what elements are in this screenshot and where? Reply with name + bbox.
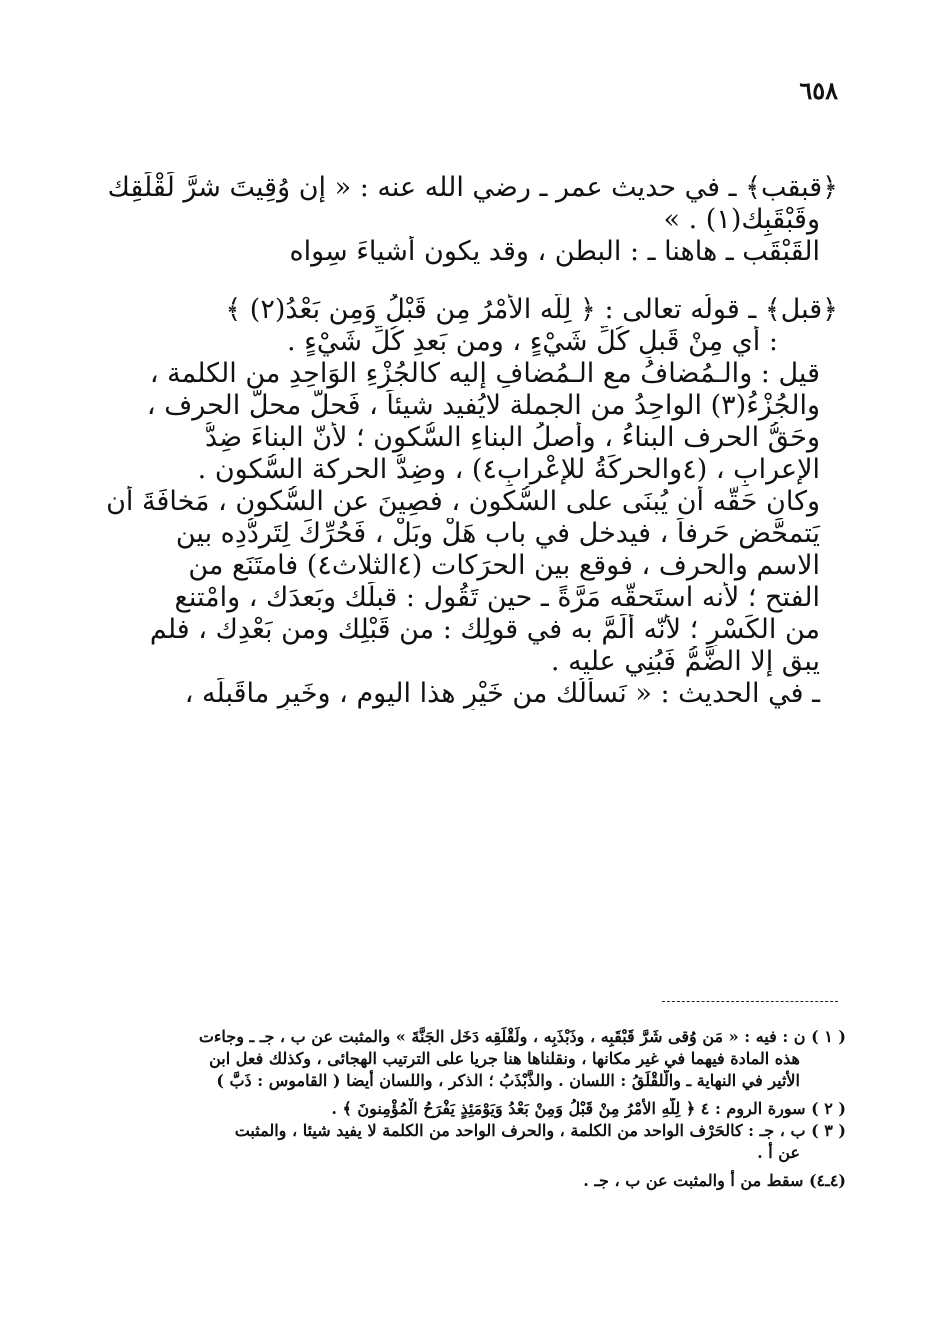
footnote-line: (٤ـ٤) سقط من أ والمثبت عن ب ، جـ . (583, 1171, 846, 1190)
main-text (86, 172, 838, 710)
text-line: القَبْقَب ـ هاهنا ـ : البطن ، وقد يكون أشياءَ سِواه (289, 236, 820, 267)
text-line: الاسم والحرف ، فوقع بين الحرَكات (٤الثلاث٤) فامتَنَع من (188, 550, 820, 581)
text-line: قيل : والـمُضافُ مع الـمُضافِ إليه كالجُزْءِ الوَاحِدِ من الكلمة ، (149, 358, 820, 389)
text-line: وكان حَقُّه أن يُبنَى على السُّكون ، فصِينَ عن السُّكون ، مَخافَةَ أن (106, 486, 820, 517)
text-line: : أي مِنْ قَبلِ كُلِّ شَيْءٍ ، ومن بَعدِ كُلِّ شَيْءٍ . (287, 326, 778, 357)
footnote-line: هذه المادة فيهما في غير مكانها ، ونقلناها هنا جريا على الترتيب الهجائى ، وكذلك فعل ابن (209, 1049, 800, 1068)
text-line: ﴿قبقب﴾ ـ في حديث عمر ـ رضي الله عنه : « إن وُقِيتَ شرَّ لَقْلَقِك (107, 172, 838, 203)
text-line: الإعرابِ ، (٤والحركَةُ للإعْرابِ٤) ، وضِدُّ الحركة السُّكون . (197, 454, 820, 485)
footnote-line: ( ٢ ) سورة الروم : ٤ ﴿ لِلَّهِ الأمْرُ مِنْ قَبْلُ وَمِنْ بَعْدُ وَيَوْمَئِذٍ يَفْرَحُ الْمُؤْمِنونَ ﴾ . (331, 1099, 846, 1118)
text-line: والجُزْءُ(٣) الواحِدُ من الجملة لايُفيد شيئاً ، فَحلَّ محلَّ الحرف ، (146, 390, 820, 421)
text-line: يَتمحَّض حَرفاً ، فيدخل في باب هَلْ وبَلْ ، فَحُرِّكَ لِتَردُّدِه بين (175, 518, 820, 549)
text-line: وقَبْقَبِك(١) . » (663, 204, 820, 235)
text-line: من الكَسْرِ ؛ لأنّه أَلَمَّ به في قولِك : من قَبْلِك ومن بَعْدِك ، فلم (149, 614, 820, 645)
text-line: يبق إلا الضَّمُّ فَبُنِي عليه . (550, 646, 820, 677)
text-line: ﴿قبل﴾ ـ قولُه تعالى : ﴿ لِلَّه الأمْرُ مِن قَبْلُ وَمِن بَعْدُ(٢) ﴾ (225, 294, 838, 325)
footnotes (106, 1026, 846, 1192)
text-line: الفتح ؛ لأنه استَحقَّه مَرَّةً ـ حين تَقُول : قبلَك وبَعدَك ، وامْتنع (174, 582, 820, 613)
footnote-line: الأثير في النهاية ـ والَّلقْلَقُ : اللسان . والذَّبْذَبُ ؛ الذكر ، واللسان أيضا ( القاموس : ذَبَّ ) (216, 1071, 800, 1090)
text-line: وحَقُّ الحرف البناءُ ، وأصلُ البناءِ السُّكون ؛ لأنّ البناءَ ضِدُّ (205, 422, 820, 453)
footnote-line: عن أ . (757, 1143, 800, 1162)
page-number: ٦٥٨ (799, 76, 838, 105)
footnote-line: ( ٣ ) ب ، جـ : كالحَرْف الواحد من الكلمة ، والحرف الواحد من الكلمة لا يفيد شيئا ، والمثبت (234, 1121, 846, 1140)
text-line: ـ في الحديث : « نَسأَلُك من خَيْرِ هذا اليوم ، وخَيرِ ماقَبلَه ، (184, 678, 820, 709)
footnote-line: ( ١ ) ن : فيه : « مَن وُقى شَرَّ قَبْقَبِه ، وذَبْذَبِه ، ولَقْلَقِه دَخَل الجَنَّةَ » والمثبت عن ب ، جـ ـ وجاءت (198, 1027, 846, 1046)
footnote-separator (662, 1001, 838, 1002)
